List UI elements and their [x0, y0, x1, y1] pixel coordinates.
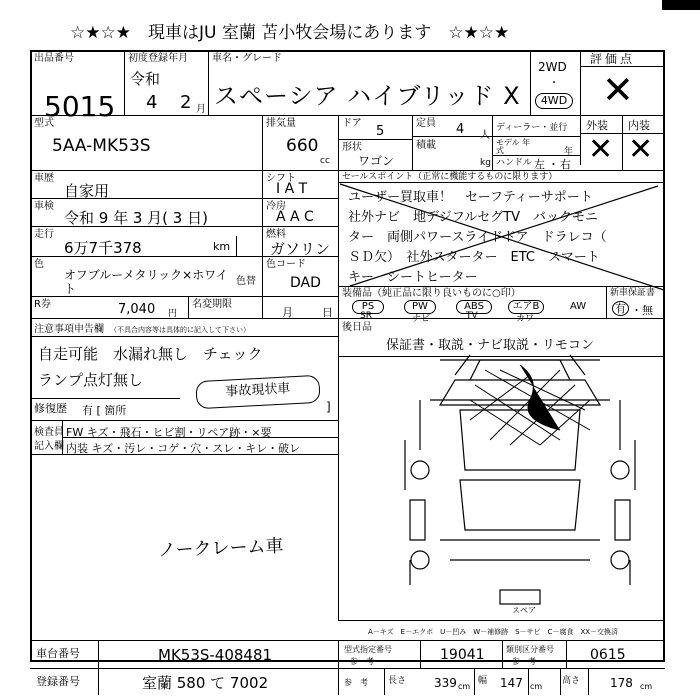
registration-month-unit: 月	[196, 104, 206, 115]
capacity-value: 4	[456, 122, 465, 137]
recycle-value: 7,040	[118, 302, 156, 317]
length-label: 長さ	[388, 676, 407, 686]
equipment-title: 装備品（純正品に限り良いものに○印）	[342, 288, 521, 299]
mileage-unit: km	[213, 240, 231, 253]
equipment-sr: SR	[360, 311, 372, 321]
recycle-unit: 円	[168, 309, 178, 319]
doors-value: 5	[376, 124, 385, 139]
equipment-tv: TV	[466, 311, 478, 321]
load-label: 積載	[416, 140, 436, 151]
grade-label: 評価点	[590, 52, 636, 66]
warranty-label: 新車保証書	[610, 288, 656, 298]
width-value: 147	[500, 676, 523, 690]
model-year-unit: 年	[564, 147, 574, 157]
ref-label-2: 参 考	[512, 657, 536, 666]
plate-label: 登録番号	[36, 675, 80, 688]
inspector-row1: FW キズ・飛石・ヒビ割・リペア跡・×要	[66, 426, 272, 439]
length-value: 339	[434, 676, 457, 690]
sales-point-line: キー シートヒーター	[348, 270, 478, 285]
drive-2wd: 2WD	[538, 60, 567, 74]
chassis-label: 車台番号	[36, 647, 80, 660]
warranty-no: 無	[642, 304, 653, 317]
interior-mark: ✕	[628, 132, 654, 167]
inspector-row2: 内装 キズ・汚レ・コゲ・穴・スレ・キレ・破レ	[66, 442, 301, 455]
class-no-label: 類別区分番号	[506, 645, 554, 654]
handle-right: 右	[560, 158, 571, 171]
exterior-mark: ✕	[588, 132, 614, 167]
notes-label: 注意事項申告欄	[34, 324, 104, 335]
mileage-label: 走行	[34, 229, 54, 240]
name-change-month: 月	[282, 306, 293, 319]
displacement-label: 排気量	[266, 118, 296, 129]
exterior-label: 外装	[586, 119, 608, 132]
damage-legend: A－キズ E－エクボ U－凹み W－補修跡 S－サビ C－腐食 XX－交換済	[368, 628, 619, 636]
color-code-label: 色コード	[266, 259, 306, 270]
grade-mark: ✕	[602, 68, 634, 112]
equipment-abs: ABS	[456, 300, 492, 314]
displacement-unit: cc	[320, 156, 330, 166]
height-label: 高さ	[562, 676, 581, 686]
equipment-pw: PW	[404, 300, 436, 314]
shift-value: I A T	[276, 181, 308, 197]
model-value: 5AA-MK53S	[52, 136, 151, 156]
shape-label: 形状	[342, 142, 362, 153]
warranty-yes-circled: 有	[612, 301, 629, 316]
notes-line1: 自走可能 水漏れ無し チェック	[38, 345, 263, 363]
inspection-value: 令和 9 年 3 月( 3 日)	[64, 209, 208, 227]
spare-label: スペア	[512, 606, 536, 615]
model-label: 型式	[34, 118, 54, 129]
usage-label: 車歴	[34, 173, 54, 184]
capacity-unit: 人	[480, 130, 490, 141]
model-year-label: モデル 年式	[496, 138, 531, 155]
repair-value: 有 [ 箇所	[82, 404, 127, 417]
car-name: スペーシア ハイブリッド X	[214, 82, 521, 110]
equipment-aw: AW	[570, 301, 587, 312]
doors-label: ドア	[342, 118, 362, 129]
width-unit: cm	[530, 682, 543, 691]
equipment-navi: ナビ	[412, 314, 431, 324]
notes-sub: （不具合内容等は具体的に記入して下さい）	[110, 326, 250, 334]
dealer-label: ディーラー・並行	[496, 123, 568, 133]
class-no-value: 0615	[590, 647, 626, 663]
notes-line2: ランプ点灯無し	[38, 371, 144, 389]
header-banner: ☆★☆★ 現車はJU 室蘭 苫小牧会場にあります ☆★☆★	[70, 23, 510, 43]
registration-era: 令和	[130, 70, 161, 88]
sales-point-title: セールスポイント（正常に機能するものに限ります）	[342, 172, 558, 182]
load-unit: kg	[480, 158, 491, 168]
car-name-label: 車名・グレード	[212, 53, 282, 64]
equipment-airbag: エアB	[508, 300, 544, 314]
repair-close: ]	[326, 400, 331, 414]
color-code-value: DAD	[290, 275, 321, 291]
no-claim-text: ノークレーム車	[157, 535, 284, 562]
equipment-leather: カワ	[516, 314, 535, 324]
after-purchase-value: 保証書・取説・ナビ取説・リモコン	[386, 338, 595, 353]
lot-label: 出品番号	[34, 53, 74, 64]
notes-handwritten-stamp: 事故現状車	[195, 375, 320, 409]
name-change-label: 名変期限	[192, 299, 232, 310]
color-label: 色	[34, 259, 44, 270]
aircon-value: A A C	[276, 209, 314, 225]
height-unit: cm	[640, 682, 653, 691]
mileage-value: 6万7千378	[64, 239, 142, 257]
chassis-value: MK53S-408481	[158, 646, 273, 664]
lot-number: 5015	[44, 90, 116, 123]
drive-4wd-circled: 4WD	[535, 93, 573, 109]
color-value: オフブルーメタリック×ホワイト	[64, 268, 228, 296]
type-cert-value: 19041	[440, 647, 485, 663]
handle-left: 左	[534, 158, 545, 171]
inspector-label-1: 検査員	[34, 427, 64, 438]
color-change-label: 色替	[236, 276, 256, 287]
capacity-label: 定員	[416, 118, 436, 129]
name-change-day: 日	[322, 306, 333, 319]
registration-year: 4	[146, 92, 158, 113]
registration-month: 2	[180, 92, 192, 113]
plate-value: 室蘭 580 て 7002	[142, 674, 269, 692]
handle-label: ハンドル	[496, 158, 533, 168]
sales-point-line: ター 両側パワースライドドア ドラレコ（	[348, 230, 607, 245]
recycle-label: R券	[34, 299, 51, 310]
interior-label: 内装	[628, 119, 650, 132]
equipment-ps: PS	[352, 300, 384, 314]
registration-label: 初度登録年月	[128, 53, 188, 64]
height-value: 178	[610, 676, 633, 690]
ref-label-1: 参 考	[350, 657, 374, 666]
ref-label-3: 参 考	[344, 678, 368, 687]
length-unit: cm	[458, 682, 471, 691]
fuel-label: 燃料	[266, 229, 286, 240]
usage-value: 自家用	[64, 182, 110, 200]
sales-point-line: ユーザー買取車！ セーフティーサポート	[348, 190, 593, 205]
fuel-value: ガソリン	[270, 240, 331, 258]
sales-point-line: ＳＤ欠） 社外スターター ETC スマート	[348, 250, 600, 265]
aircon-label: 冷房	[266, 201, 286, 212]
after-purchase-label: 後日品	[342, 322, 372, 333]
sales-point-line: 社外ナビ 地デジフルセグTV バックモニ	[348, 210, 599, 225]
shape-value: ワゴン	[358, 154, 395, 168]
inspector-label-2: 記入欄	[34, 441, 64, 452]
shift-label: シフト	[266, 173, 296, 184]
inspection-label: 車検	[34, 201, 54, 212]
warranty-sep: ・	[631, 304, 642, 317]
type-cert-label: 型式指定番号	[344, 645, 392, 654]
width-label: 幅	[478, 676, 488, 686]
displacement-value: 660	[286, 136, 319, 156]
handle-sep: ・	[548, 158, 559, 171]
drive-dot: ・	[549, 78, 559, 89]
repair-label: 修復歴	[34, 402, 67, 415]
